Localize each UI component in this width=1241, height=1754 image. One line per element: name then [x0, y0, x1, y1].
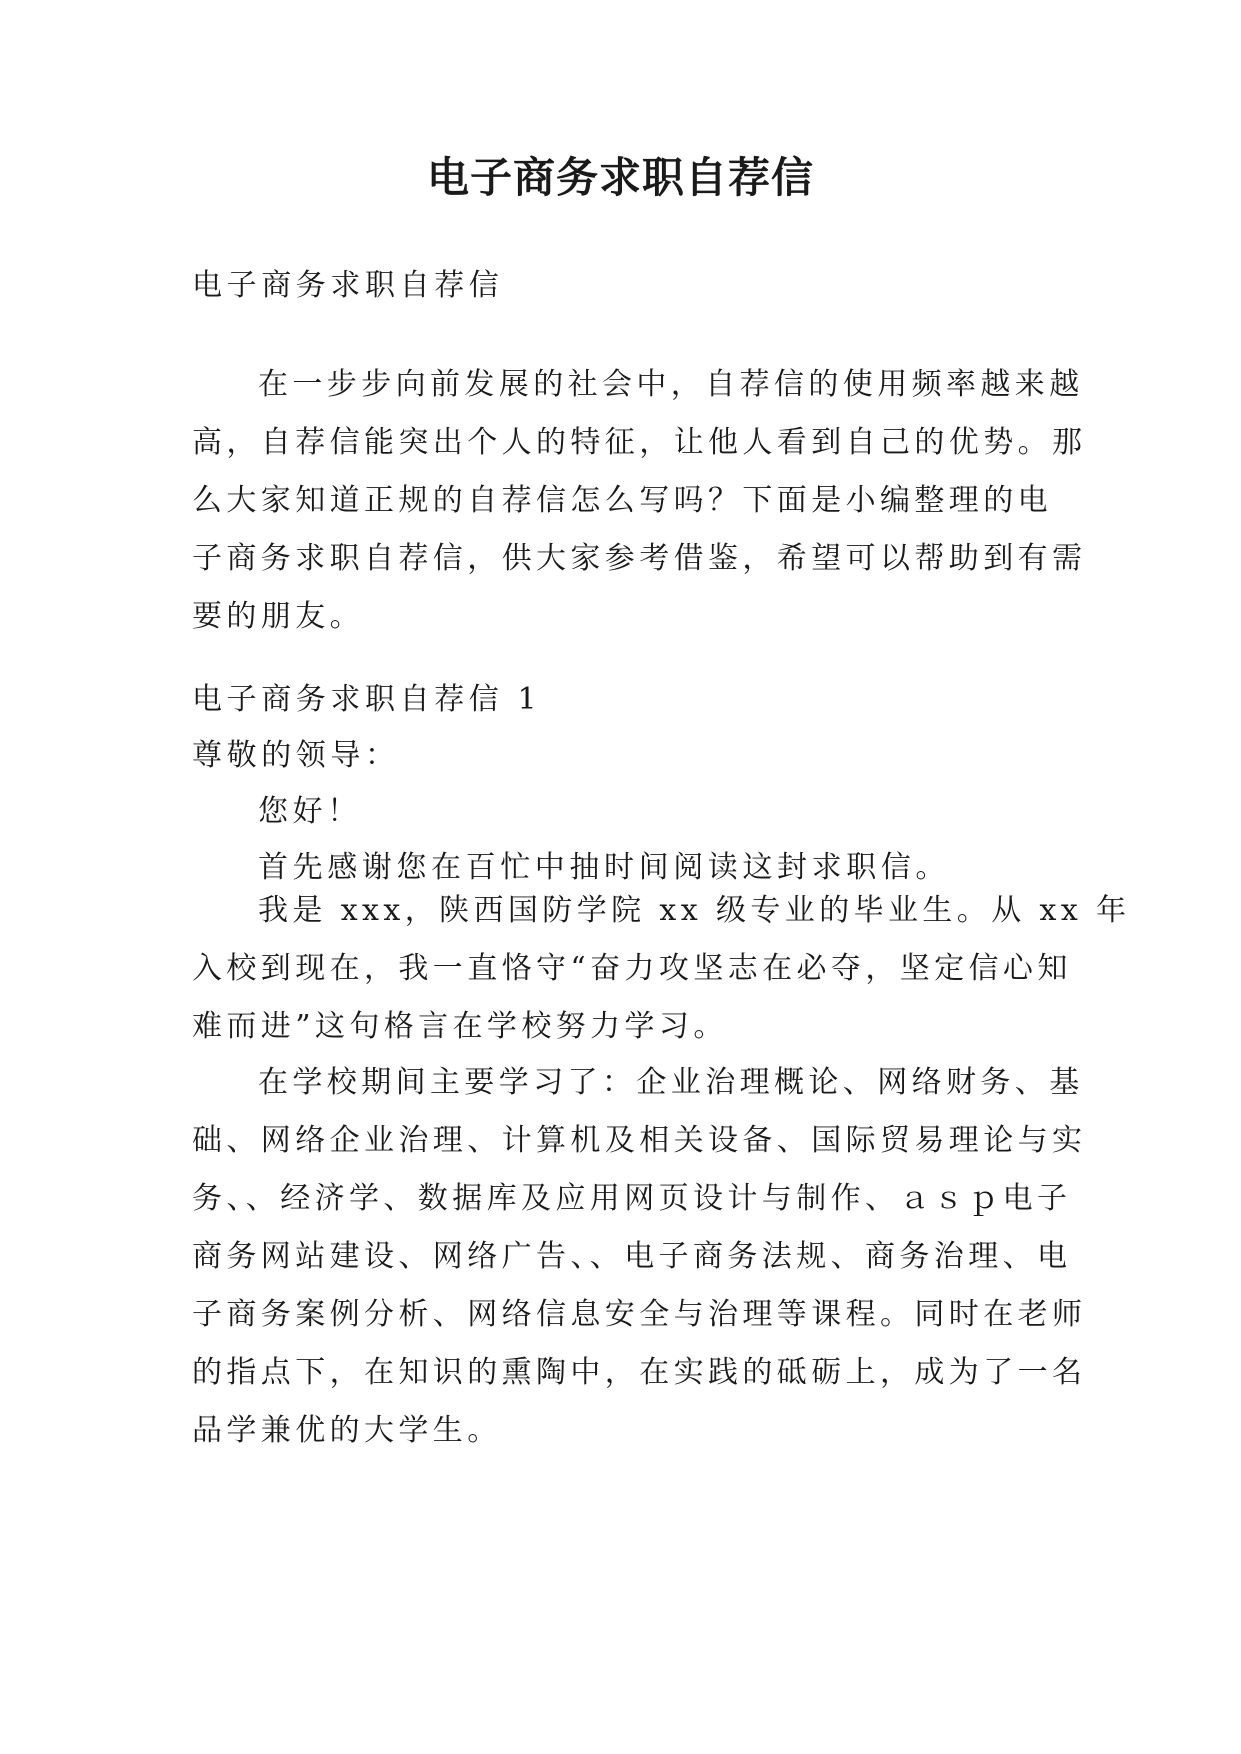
paragraph-line: 子商务案例分析、网络信息安全与治理等课程。同时在老师: [192, 1297, 1087, 1332]
paragraph-2: [192, 1054, 1087, 1460]
paragraph-line: 商务网站建设、网络广告、、电子商务法规、商务治理、电: [192, 1239, 1072, 1274]
paragraph-line: 在学校期间主要学习了：企业治理概论、网络财务、基: [258, 1065, 1084, 1100]
intro-line: 子商务求职自荐信，供大家参考借鉴，希望可以帮助到有需: [192, 541, 1087, 576]
paragraph-line: 入校到现在，我一直恪守“奋力攻坚志在必夺，坚定信心知: [192, 951, 1072, 986]
intro-line: 要的朋友。: [192, 599, 364, 634]
letter-heading: 电子商务求职自荐信 1: [192, 682, 542, 717]
paragraph-line: 我是 xxx，陕西国防学院 xx 级专业的毕业生。从 xx 年: [258, 893, 1131, 928]
paragraph-line: 础、网络企业治理、计算机及相关设备、国际贸易理论与实: [192, 1123, 1087, 1158]
thanks-line: 首先感谢您在百忙中抽时间阅读这封求职信。: [258, 850, 950, 885]
paragraph-1: [192, 882, 1131, 1056]
paragraph-line: 的指点下，在知识的熏陶中，在实践的砥砺上，成为了一名: [192, 1355, 1087, 1390]
paragraph-line: 品学兼优的大学生。: [192, 1413, 502, 1448]
document-subtitle: 电子商务求职自荐信: [192, 268, 504, 303]
salutation: 尊敬的领导：: [192, 738, 400, 773]
paragraph-line: 难而进”这句格言在学校努力学习。: [192, 1009, 728, 1044]
intro-paragraph: [192, 356, 1087, 646]
intro-line: 高，自荐信能突出个人的特征，让他人看到自己的优势。那: [192, 425, 1087, 460]
paragraph-line: 务、、经济学、数据库及应用网页设计与制作、ａｓｐ电子: [192, 1181, 1072, 1216]
intro-line: 么大家知道正规的自荐信怎么写吗？下面是小编整理的电: [192, 483, 1052, 518]
document-title: 电子商务求职自荐信: [426, 153, 814, 202]
greeting: 您好！: [258, 794, 362, 829]
intro-line: 在一步步向前发展的社会中，自荐信的使用频率越来越: [258, 367, 1084, 402]
